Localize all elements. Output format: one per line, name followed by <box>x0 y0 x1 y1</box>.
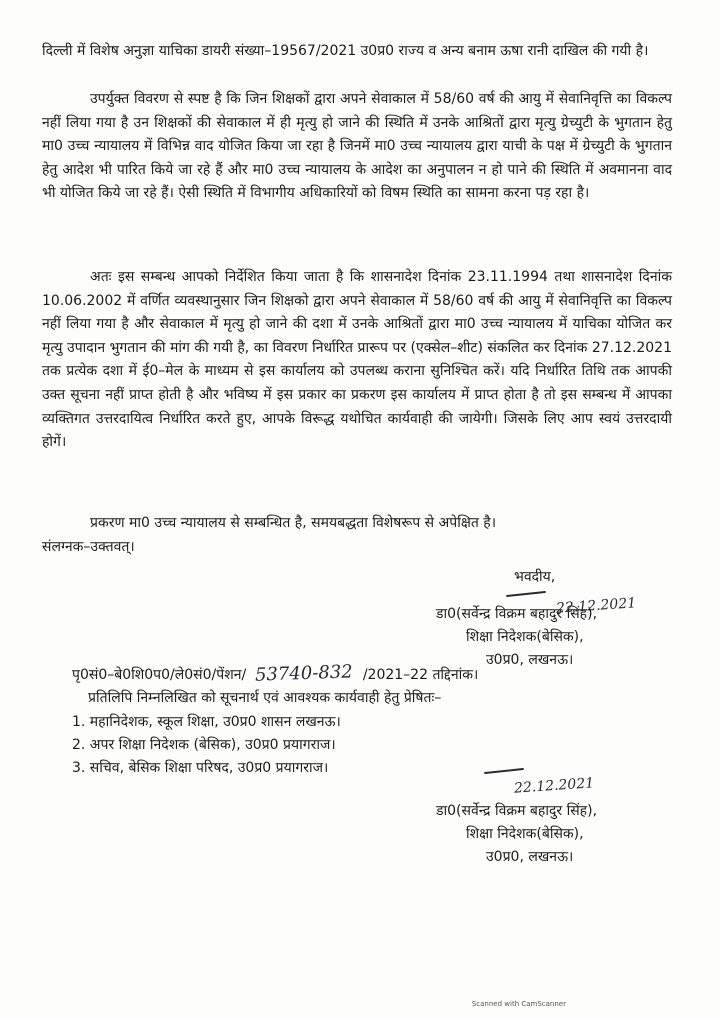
signatory-name-1: डा0(सर्वेन्द्र विक्रम बहादुर सिंह), <box>436 606 598 622</box>
reference-line <box>72 663 478 684</box>
list-item: 1. महानिदेशक, स्कूल शिक्षा, उ0प्र0 शासन लखनऊ। <box>72 714 341 730</box>
paragraph-2: उपर्युक्त विवरण से स्पष्ट है कि जिन शिक्षकों द्वारा अपने सेवाकाल में 58/60 वर्ष की आयु में सेवानिवृत्ति का विकल्प नहीं लिया गया है उन शिक्षकों की सेवाकाल में ही मृत्यु हो जाने की स्थिति में उनके आश्रितों द्वारा मृत्यु ग्रेच्युटी के भुगतान हेतु मा0 उच्च न्यायालय में विभिन्न वाद योजित किया जा रहा है जिनमें मा0 उच्च न्यायालय द्वारा याची के पक्ष में ग्रेच्युटी के भुगतान हेतु आदेश भी पारित किये जा रहे हैं और मा0 उच्च न्यायालय के आदेश का अनुपालन न हो पाने की स्थिति में अवमानना वाद भी योजित किये जा रहे हैं। ऐसी स्थिति में विभागीय अधिकारियों को विषम स्थिति का सामना करना पड़ रहा है। <box>42 91 672 202</box>
list-item: 3. सचिव, बेसिक शिक्षा परिषद, उ0प्र0 प्रयागराज। <box>72 760 329 776</box>
signature-block-1 <box>436 566 696 672</box>
handwritten-date-1: 22.12.2021 <box>555 595 637 617</box>
signature-block-2 <box>436 800 696 869</box>
signatory-location-1: उ0प्र0, लखनऊ। <box>486 652 574 668</box>
signatory-designation-1: शिक्षा निदेशक(बेसिक), <box>466 629 584 645</box>
handwritten-reference-number: 53740-832 <box>254 661 353 686</box>
paragraph-3: अतः इस सम्बन्ध आपको निर्देशित किया जाता है कि शासनादेश दिनांक 23.11.1994 तथा शासनादेश दिनांक 10.06.2002 में वर्णित व्यवस्थानुसार जिन शिक्षको द्वारा अपने सेवाकाल में 58/60 वर्ष की आयु में सेवानिवृत्ति का विकल्प नहीं लिया गया है और सेवाकाल में मृत्यु हो जाने की दशा में उनके आश्रितों द्वारा मा0 उच्च न्यायालय में याचिका योजित कर मृत्यु उपादान भुगतान की मांग की गयी है, का विवरण निर्धारित प्रारूप पर (एक्सेल–शीट) संकलित कर दिनांक 27.12.2021 तक प्रत्येक दशा में ई0–मेल के माध्यम से इस कार्यालय को उपलब्ध कराना सुनिश्चित करें। यदि निर्धारित तिथि तक आपकी उक्त सूचना नहीं प्राप्त होती है और भविष्य में इस प्रकार का प्रकरण इस कार्यालय में प्राप्त होता है तो इस सम्बन्ध में आपका व्यक्तिगत उत्तरदायित्व निर्धारित करते हुए, आपके विरूद्ध यथोचित कार्यवाही की जायेगी। जिसके लिए आप स्वयं उत्तरदायी होगें। <box>42 269 672 451</box>
copy-to-list <box>72 711 341 780</box>
paragraph-4: प्रकरण मा0 उच्च न्यायालय से सम्बन्धित है, समयबद्धता विशेषरूप से अपेक्षित है। <box>90 515 497 531</box>
signatory-designation-2: शिक्षा निदेशक(बेसिक), <box>466 826 584 842</box>
enclosure-note: संलग्नक–उक्तवत्। <box>42 539 135 555</box>
handwritten-date-2: 22.12.2021 <box>513 775 595 797</box>
scanner-watermark: Scanned with CamScanner <box>471 1000 566 1008</box>
signatory-name-2: डा0(सर्वेन्द्र विक्रम बहादुर सिंह), <box>436 803 598 819</box>
copy-to-intro: प्रतिलिपि निम्नलिखित को सूचनार्थ एवं आवश्यक कार्यवाही हेतु प्रेषितः– <box>88 690 442 706</box>
signatory-location-2: उ0प्र0, लखनऊ। <box>486 849 574 865</box>
closing-salutation: भवदीय, <box>514 569 556 585</box>
opening-paragraph: दिल्ली में विशेष अनुज्ञा याचिका डायरी संख्या–19567/2021 उ0प्र0 राज्य व अन्य बनाम ऊषा रानी दाखिल की गयी है। <box>42 43 649 59</box>
list-item: 2. अपर शिक्षा निदेशक (बेसिक), उ0प्र0 प्रयागराज। <box>72 737 336 753</box>
reference-suffix: /2021–22 तद्दिनांक। <box>362 667 479 683</box>
reference-prefix: पृ0सं0–बे0शि0प0/ले0सं0/पेंशन/ <box>72 667 247 683</box>
